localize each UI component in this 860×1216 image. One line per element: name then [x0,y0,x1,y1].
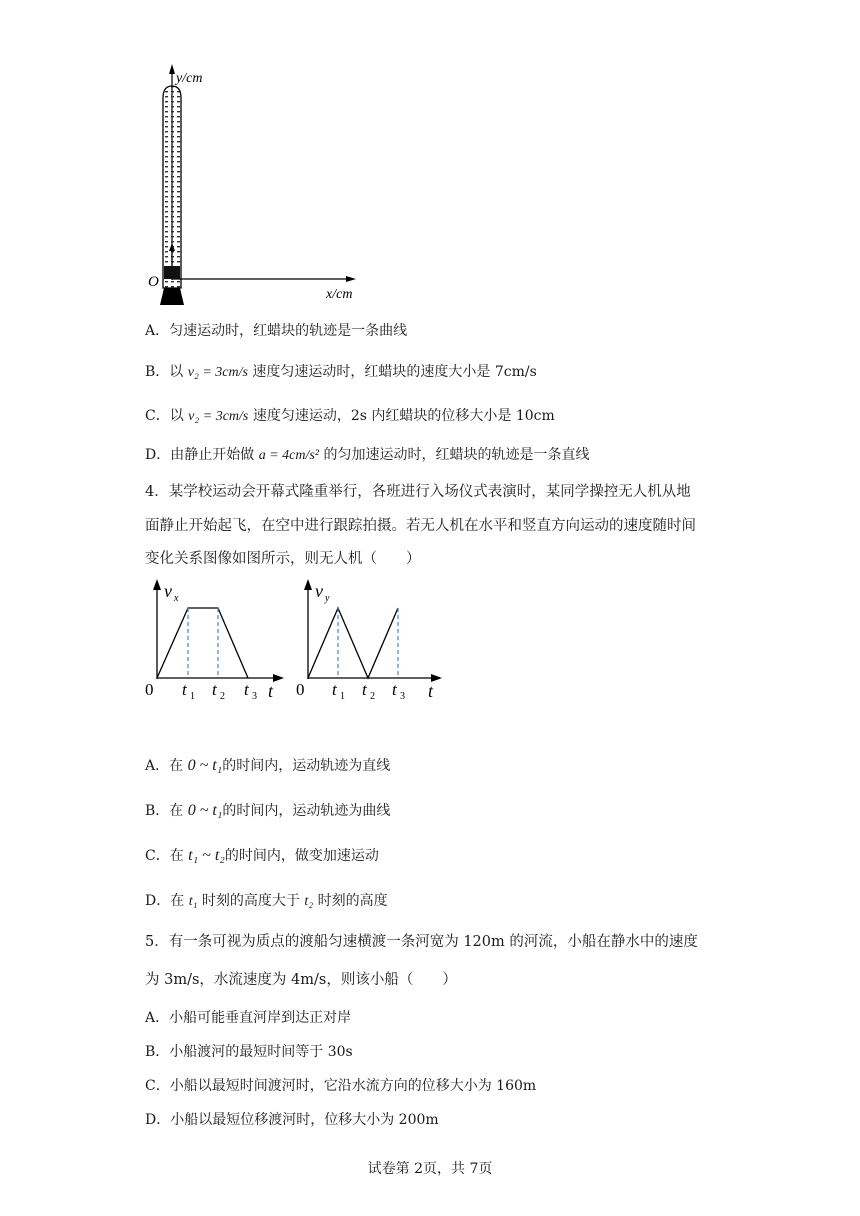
vx-tick-t1-sub: 1 [190,691,195,702]
origin-label: O [148,274,159,290]
q4-option-d-text: 时刻的高度 [313,893,388,909]
q4-option-b-text: 的时间内，运动轨迹为曲线 [222,803,391,819]
vx-tick-t1: t [182,680,187,699]
vy-graph [290,575,450,705]
vx-ylabel: v [164,581,172,601]
q4-option-d-math-1: t₁ [188,894,198,909]
q3-option-c-text: 速度匀速运动，2s 内红蜡块的位移大小是 10cm [248,408,555,424]
vx-tick-t3: t [244,680,249,699]
q4-option-b [145,800,390,820]
q5-option-a: A．小船可能垂直河岸到达正对岸 [145,1010,352,1026]
q4-option-a [145,755,390,775]
q3-option-c-prefix: C．以 [145,408,189,424]
q4-stem-line-2: 面静止开始起飞，在空中进行跟踪拍摄。若无人机在水平和竖直方向运动的速度随时间 [145,518,696,534]
q4-option-c-math: t₁ ~ t₂ [188,847,225,864]
q3-option-a: A．匀速运动时，红蜡块的轨迹是一条曲线 [145,323,408,339]
q5-option-c: C．小船以最短时间渡河时，它沿水流方向的位移大小为 160m [145,1078,537,1094]
vy-tick-t1: t [332,680,337,699]
q3-option-d-prefix: D．由静止开始做 [145,447,259,463]
vy-tick-t3-sub: 3 [400,691,405,702]
q4-option-b-prefix: B．在 [145,803,188,819]
q3-option-d [145,444,589,464]
q4-option-a-math: 0 ~ t₁ [187,757,223,774]
vx-tick-t2-sub: 2 [220,691,225,702]
y-axis-label: y/cm [176,71,203,86]
q3-option-d-text: 的匀加速运动时，红蜡块的轨迹是一条直线 [319,447,590,463]
q4-stem-line-1: 4．某学校运动会开幕式隆重举行，各班进行入场仪式表演时，某同学操控无人机从地 [145,484,691,500]
q5-option-d: D．小船以最短位移渡河时，位移大小为 200m [145,1112,439,1128]
q5-option-b: B．小船渡河的最短时间等于 30s [145,1044,353,1060]
q3-option-b-text: 速度匀速运动时，红蜡块的速度大小是 7cm/s [247,364,537,380]
q4-option-a-prefix: A．在 [145,758,188,774]
q3-option-b [145,361,537,381]
q4-option-d [145,890,388,910]
vx-origin: 0 [145,680,154,699]
vy-ylabel-sub: y [325,593,330,604]
tube-figure [140,60,370,310]
q3-option-d-formula: a = 4cm/s² [258,448,319,463]
x-axis-label: x/cm [326,287,353,302]
vy-tick-t2-sub: 2 [370,691,375,702]
vx-graph [140,575,290,705]
vy-ylabel: v [315,581,323,601]
vx-tick-t2: t [212,680,217,699]
q4-option-b-math: 0 ~ t₁ [187,802,223,819]
q3-option-b-prefix: B．以 [145,364,188,380]
q4-option-c [145,845,379,865]
vy-t-axis: t [428,681,434,701]
vy-tick-t2: t [362,680,367,699]
q4-option-c-text: 的时间内，做变加速运动 [224,848,379,864]
vx-ylabel-sub: x [174,593,179,604]
q3-option-b-formula: v₂ = 3cm/s [187,365,248,380]
q4-option-c-prefix: C．在 [145,848,189,864]
page-footer: 试卷第 2页，共 7页 [367,1161,493,1177]
q3-option-c-formula: v₂ = 3cm/s [188,409,249,424]
q3-option-c [145,405,555,425]
vx-tick-t3-sub: 3 [252,691,257,702]
vy-origin: 0 [296,680,305,699]
q4-option-d-math-2: t₂ [304,894,314,909]
vy-tick-t1-sub: 1 [340,691,345,702]
vy-tick-t3: t [392,680,397,699]
vx-t-axis: t [268,681,274,701]
q5-stem-line-1: 5．有一条可视为质点的渡船匀速横渡一条河宽为 120m 的河流，小船在静水中的速度 [145,934,698,950]
q4-option-d-mid: 时刻的高度大于 [197,893,305,909]
q4-stem-line-3: 变化关系图像如图所示，则无人机（ ） [145,551,421,567]
q5-stem-line-2: 为 3m/s，水流速度为 4m/s，则该小船（ ） [145,972,457,988]
q4-option-d-prefix: D．在 [145,893,189,909]
q4-option-a-text: 的时间内，运动轨迹为直线 [222,758,391,774]
